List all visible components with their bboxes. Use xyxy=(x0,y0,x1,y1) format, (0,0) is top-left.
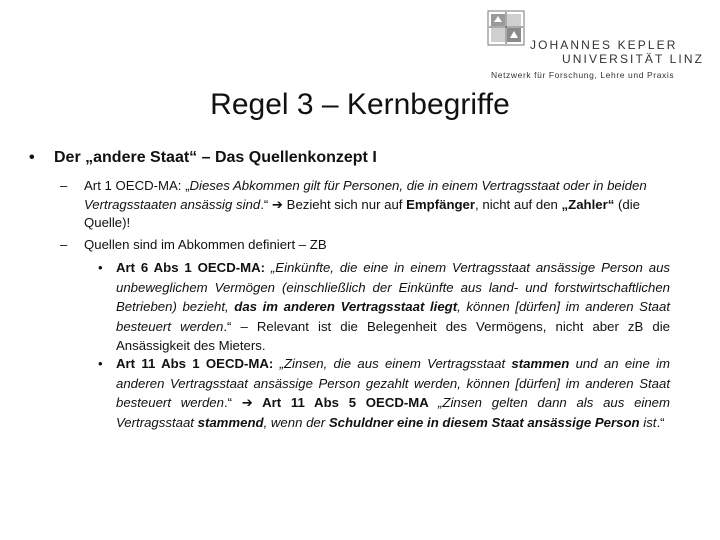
list-item-text: Art 1 OECD-MA: „Dieses Abkommen gilt für Personen, die in einem Vertragsstaat oder in beiden Vertragsstaaten ansässig sind.“ ➔ Bezieht sich nur auf Empfänger, nicht auf den „Zahler“ (die Quelle)! xyxy=(84,178,647,231)
logo-text-line3: Netzwerk für Forschung, Lehre und Praxis xyxy=(491,70,675,80)
sub-item-art6 xyxy=(98,258,670,356)
arrow-right-icon: ➔ xyxy=(271,196,283,212)
arrow-right-icon: ➔ xyxy=(241,395,253,411)
sub-item-text: Art 6 Abs 1 OECD-MA: „Einkünfte, die eine in einem Vertragsstaat ansässige Person aus unbeweglichem Vermögen (einschließlich der Einkünfte aus land- und forstwirtschaftlichen Betrieben) bezieht, das im anderen Vertragsstaat liegt, können [dürfen] im anderen Staat besteuert werden.“ – Relevant ist die Belegenheit des Vermögens, nicht aber zB die Ansässigkeit des Mieters. xyxy=(116,260,671,354)
logo-text-line2: UNIVERSITÄT LINZ xyxy=(562,52,705,66)
university-logo xyxy=(487,10,705,80)
slide-title: Regel 3 – Kernbegriffe xyxy=(210,88,510,121)
sub-item-art11 xyxy=(98,354,670,432)
sub-bullet-symbol: • xyxy=(98,356,103,371)
list-item-art1 xyxy=(60,177,674,233)
list-item-text: Quellen sind im Abkommen definiert – ZB xyxy=(84,237,327,252)
university-seal-icon xyxy=(487,10,525,46)
dash-symbol: – xyxy=(60,178,68,193)
sub-bullet-symbol: • xyxy=(98,260,103,275)
main-bullet xyxy=(29,149,377,167)
dash-symbol: – xyxy=(60,237,68,252)
list-item-quellen xyxy=(60,236,674,255)
logo-text-line1: JOHANNES KEPLER xyxy=(530,38,678,52)
main-bullet-text: Der „andere Staat“ – Das Quellenkonzept I xyxy=(54,149,377,166)
bullet-symbol: • xyxy=(29,149,35,166)
sub-item-text: Art 11 Abs 1 OECD-MA: „Zinsen, die aus einem Vertragsstaat stammen und an eine im anderen Vertragsstaat ansässige Person gezahlt werden, können [dürfen] im anderen Staat besteuert werden.“ ➔ Art 11 Abs 5 OECD-MA „Zinsen gelten dann als aus einem Vertragsstaat stammend, wenn der Schuldner eine in diesem Staat ansässige Person ist.“ xyxy=(116,356,670,430)
